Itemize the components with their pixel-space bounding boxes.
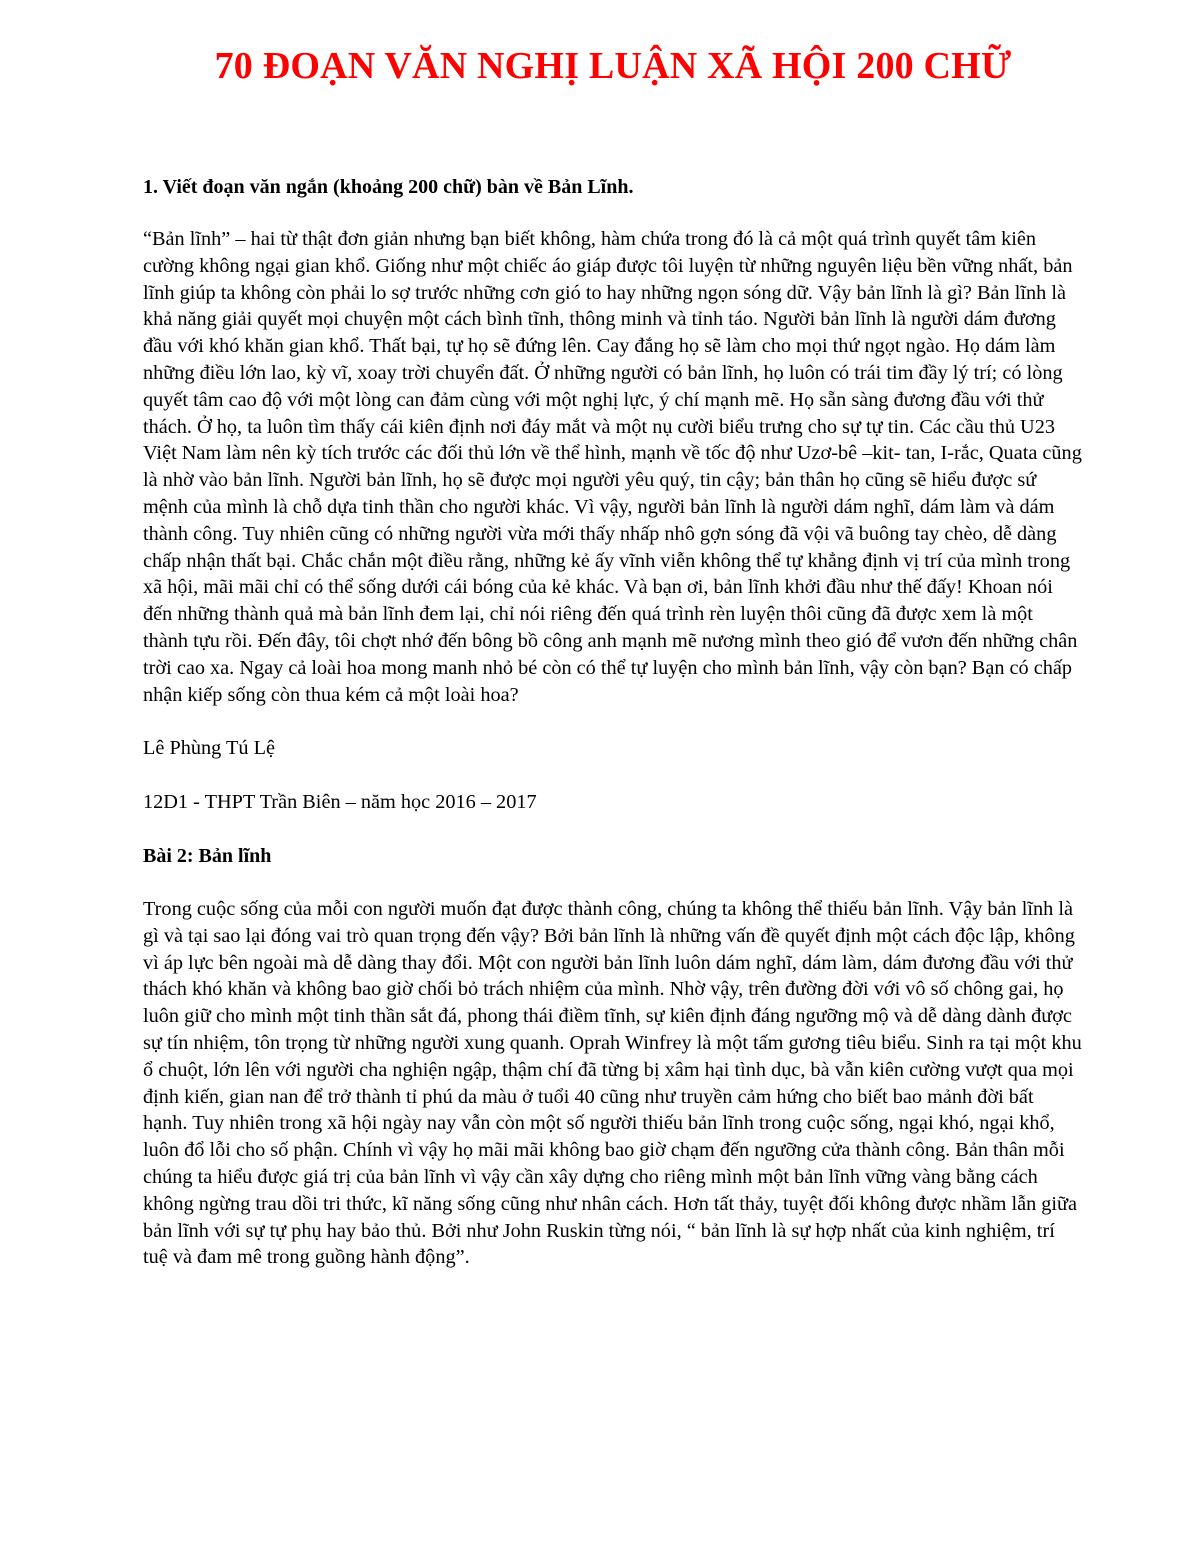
- essay-1-author-class: 12D1 - THPT Trần Biên – năm học 2016 – 2017: [143, 791, 537, 814]
- essay-2-body: Trong cuộc sống của mỗi con người muốn đạt được thành công, chúng ta không thể thiếu bản lĩnh. Vậy bản lĩnh là gì và tại sao lại đóng vai trò quan trọng đến vậy? Bởi bản lĩnh là những vấn đề quyết định một cách độc lập, không vì áp lực bên ngoài mà dễ dàng thay đổi. Một con người bản lĩnh luôn dám nghĩ, dám làm, dám đương đầu với thử thách khó khăn và không bao giờ chối bỏ trách nhiệm của mình. Nhờ vậy, trên đường đời với vô số chông gai, họ luôn giữ cho mình một tinh thần sắt đá, phong thái điềm tĩnh, sự kiên định đáng ngưỡng mộ và dễ dàng dành được sự tín nhiệm, tôn trọng từ những người xung quanh. Oprah Winfrey là một tấm gương tiêu biểu. Sinh ra tại một khu ổ chuột, lớn lên với người cha nghiện ngập, thậm chí đã từng bị xâm hại tình dục, bà vẫn kiên cường vượt qua mọi định kiến, gian nan để trở thành tỉ phú da màu ở tuổi 40 cũng như truyền cảm hứng cho biết bao mảnh đời bất hạnh. Tuy nhiên trong xã hội ngày nay vẫn còn một số người thiếu bản lĩnh trong cuộc sống, ngại khó, ngại khổ, luôn đổ lỗi cho số phận. Chính vì vậy họ mãi mãi không bao giờ chạm đến ngưỡng cửa thành công. Bản thân mỗi chúng ta hiểu được giá trị của bản lĩnh vì vậy cần xây dựng cho riêng mình một bản lĩnh vững vàng bằng cách không ngừng trau dồi tri thức, kĩ năng sống cũng như nhân cách. Hơn tất thảy, tuyệt đối không được nhầm lẫn giữa bản lĩnh với sự tự phụ hay bảo thủ. Bởi như John Ruskin từng nói, “ bản lĩnh là sự hợp nhất của kinh nghiệm, trí tuệ và đam mê trong guồng hành động”.: [143, 897, 1082, 1269]
- essay-2-heading: Bài 2: Bản lĩnh: [143, 844, 272, 867]
- document-page: [143, 40, 1083, 1271]
- essay-1-body: “Bản lĩnh” – hai từ thật đơn giản nhưng bạn biết không, hàm chứa trong đó là cả một quá trình quyết tâm kiên cường không ngại gian khổ. Giống như một chiếc áo giáp được tôi luyện từ những nguyên liệu bền vững nhất, bản lĩnh giúp ta không còn phải lo sợ trước những cơn gió to hay những ngọn sóng dữ. Vậy bản lĩnh là gì? Bản lĩnh là khả năng giải quyết mọi chuyện một cách bình tĩnh, thông minh và tỉnh táo. Người bản lĩnh là người dám đương đầu với khó khăn gian khổ. Thất bại, tự họ sẽ đứng lên. Cay đắng họ sẽ làm cho mọi thứ ngọt ngào. Họ dám làm những điều lớn lao, kỳ vĩ, xoay trời chuyển đất. Ở những người có bản lĩnh, họ luôn có trái tim đầy lý trí; có lòng quyết tâm cao độ với một lòng can đảm cùng với một nghị lực, ý chí mạnh mẽ. Họ sẵn sàng đương đầu với thử thách. Ở họ, ta luôn tìm thấy cái kiên định nơi đáy mắt và một nụ cười biểu trưng cho sự tự tin. Các cầu thủ U23 Việt Nam làm nên kỳ tích trước các đối thủ lớn về thể hình, mạnh về tốc độ như Uzơ-bê –kit- tan, I-rắc, Quata cũng là nhờ vào bản lĩnh. Người bản lĩnh, họ sẽ được mọi người yêu quý, tin cậy; bản thân họ cũng sẽ hiểu được sứ mệnh của mình là chỗ dựa tinh thần cho người khác. Vì vậy, người bản lĩnh là người dám nghĩ, dám làm và dám thành công. Tuy nhiên cũng có những người vừa mới thấy nhấp nhô gợn sóng đã vội vã buông tay chèo, dễ dàng chấp nhận thất bại. Chắc chắn một điều rằng, những kẻ ấy vĩnh viễn không thể tự khẳng định vị trí của mình trong xã hội, mãi mãi chỉ có thể sống dưới cái bóng của kẻ khác. Và bạn ơi, bản lĩnh khởi đầu như thế đấy! Khoan nói đến những thành quả mà bản lĩnh đem lại, chỉ nói riêng đến quá trình rèn luyện thôi cũng đã được xem là một thành tựu rồi. Đến đây, tôi chợt nhớ đến bông bồ công anh mạnh mẽ nương mình theo gió để vươn đến những chân trời cao xa. Ngay cả loài hoa mong manh nhỏ bé còn có thể tự luyện cho mình bản lĩnh, vậy còn bạn? Bạn có chấp nhận kiếp sống còn thua kém cả một loài hoa?: [143, 228, 1082, 706]
- essay-1-heading: 1. Viết đoạn văn ngắn (khoảng 200 chữ) bàn về Bản Lĩnh.: [143, 176, 634, 198]
- document-title: 70 ĐOẠN VĂN NGHỊ LUẬN XÃ HỘI 200 CHỮ: [214, 45, 1012, 87]
- essay-1-author: Lê Phùng Tú Lệ: [143, 737, 275, 760]
